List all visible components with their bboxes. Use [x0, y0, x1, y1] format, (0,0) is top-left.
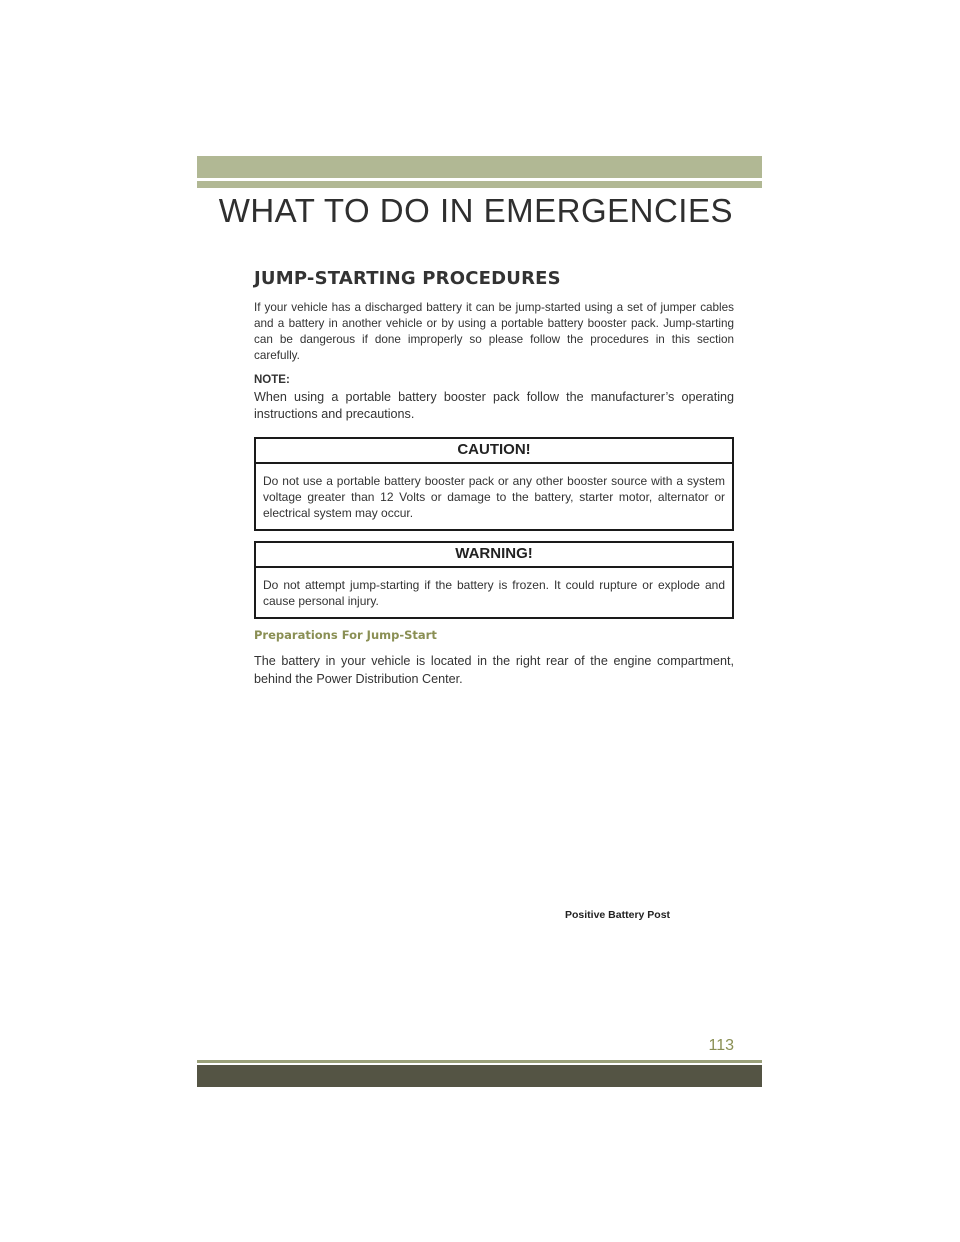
chapter-title: WHAT TO DO IN EMERGENCIES — [218, 192, 733, 229]
page-content — [254, 266, 734, 688]
header-band — [197, 156, 762, 178]
section-title: JUMP-STARTING PROCEDURES — [254, 268, 561, 289]
header-band-thin — [197, 181, 762, 188]
intro-paragraph: If your vehicle has a discharged battery it can be jump-started using a set of jumper cables and a battery in another vehicle or by using a portable battery booster pack. Jump-starting can be dangerous if done improperly so please follow the procedures in this section carefully. — [254, 301, 734, 362]
subsection-text: The battery in your vehicle is located in the right rear of the engine compartment, behind the Power Distribution Center. — [254, 654, 734, 686]
warning-box — [254, 541, 734, 619]
warning-text: Do not attempt jump-starting if the battery is frozen. It could rupture or explode and cause personal injury. — [263, 578, 725, 608]
subsection-title: Preparations For Jump-Start — [254, 628, 437, 642]
page-number: 113 — [708, 1037, 734, 1054]
caution-box — [254, 437, 734, 531]
caution-heading: CAUTION! — [256, 439, 732, 464]
note-text: When using a portable battery booster pack follow the manufacturer’s operating instructions and precautions. — [254, 390, 734, 421]
figure-caption: Positive Battery Post — [565, 909, 671, 921]
caution-text: Do not use a portable battery booster pack or any other booster source with a system voltage greater than 12 Volts or damage to the battery, starter motor, alternator or electrical system may occur. — [263, 474, 725, 520]
note-label: NOTE: — [254, 374, 290, 386]
footer-band — [197, 1065, 762, 1087]
footer-band-thin — [197, 1060, 762, 1063]
warning-heading: WARNING! — [256, 543, 732, 568]
